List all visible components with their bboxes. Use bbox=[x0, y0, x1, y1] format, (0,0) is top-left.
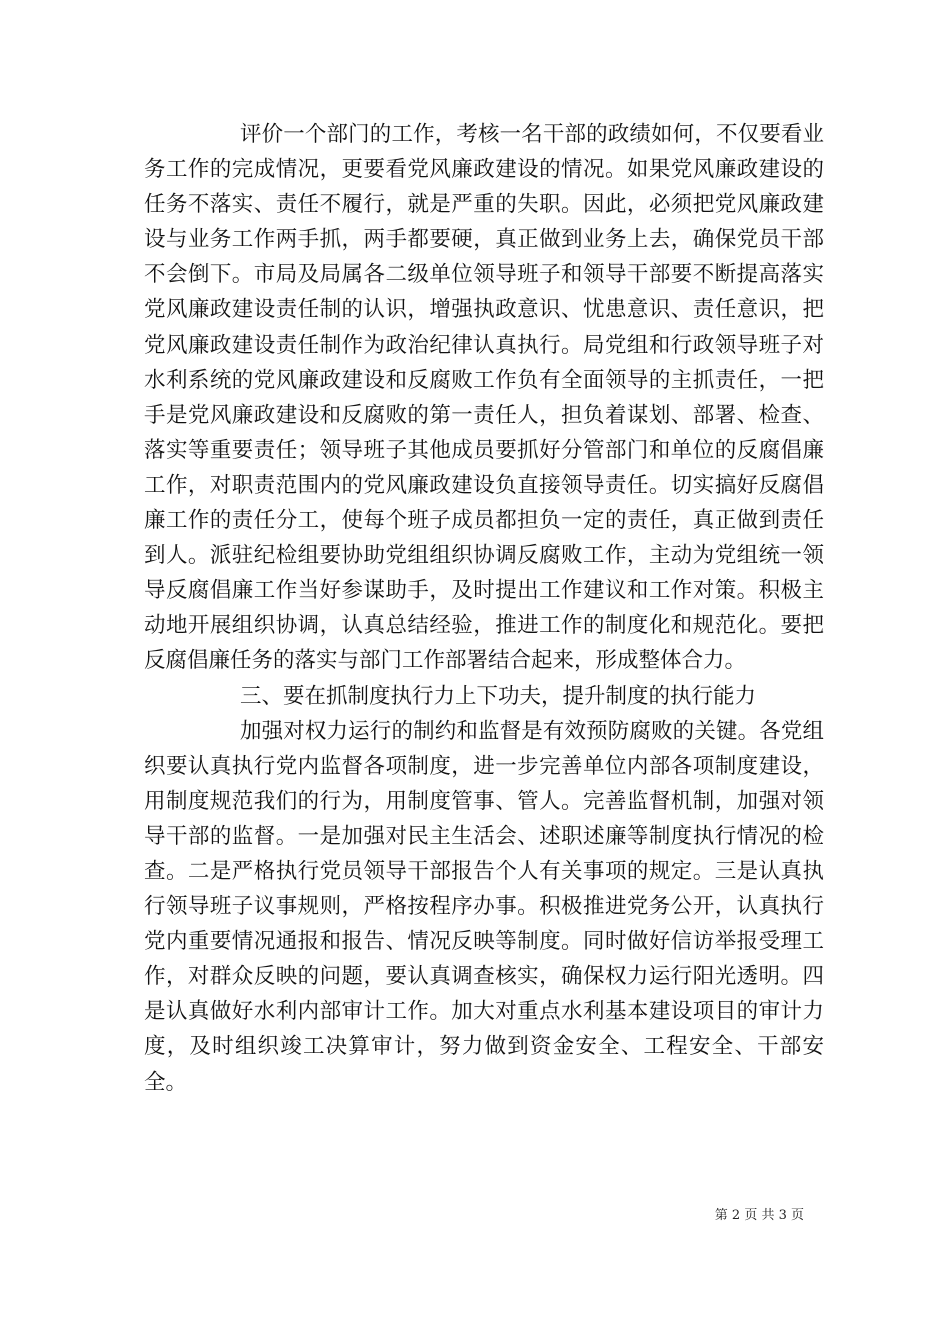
paragraph-supervision: 加强对权力运行的制约和监督是有效预防腐败的关键。各党组织要认真执行党内监督各项制度，进一步完善单位内部各项制度建设，用制度规范我们的行为，用制度管事、管人。完善监督机制，加强对领导干部的监督。一是加强对民主生活会、述职述廉等制度执行情况的检查。二是严格执行党员领导干部报告个人有关事项的规定。三是认真执行领导班子议事规则，严格按程序办事。积极推进党务公开，认真执行党内重要情况通报和报告、情况反映等制度。同时做好信访举报受理工作，对群众反映的问题，要认真调查核实，确保权力运行阳光透明。四是认真做好水利内部审计工作。加大对重点水利基本建设项目的审计力度，及时组织竣工决算审计，努力做到资金安全、工程安全、干部安全。 bbox=[144, 718, 824, 1095]
document-body bbox=[144, 117, 824, 1100]
paragraph-responsibility: 评价一个部门的工作，考核一名干部的政绩如何，不仅要看业务工作的完成情况，更要看党风廉政建设的情况。如果党风廉政建设的任务不落实、责任不履行，就是严重的失职。因此，必须把党风廉政建设与业务工作两手抓，两手都要硬，真正做到业务上去，确保党员干部不会倒下。市局及局属各二级单位领导班子和领导干部要不断提高落实党风廉政建设责任制的认识，增强执政意识、忧患意识、责任意识，把党风廉政建设责任制作为政治纪律认真执行。局党组和行政领导班子对水利系统的党风廉政建设和反腐败工作负有全面领导的主抓责任，一把手是党风廉政建设和反腐败的第一责任人，担负着谋划、部署、检查、落实等重要责任；领导班子其他成员要抓好分管部门和单位的反腐倡廉工作，对职责范围内的党风廉政建设负直接领导责任。切实搞好反腐倡廉工作的责任分工，使每个班子成员都担负一定的责任，真正做到责任到人。派驻纪检组要协助党组组织协调反腐败工作，主动为党组统一领导反腐倡廉工作当好参谋助手，及时提出工作建议和工作对策。积极主动地开展组织协调，认真总结经验，推进工作的制度化和规范化。要把反腐倡廉任务的落实与部门工作部署结合起来，形成整体合力。 bbox=[144, 122, 824, 674]
page-number-footer: 第 2 页 共 3 页 bbox=[714, 1208, 804, 1223]
section-heading: 三、要在抓制度执行力上下功夫，提升制度的执行能力 bbox=[240, 683, 757, 709]
